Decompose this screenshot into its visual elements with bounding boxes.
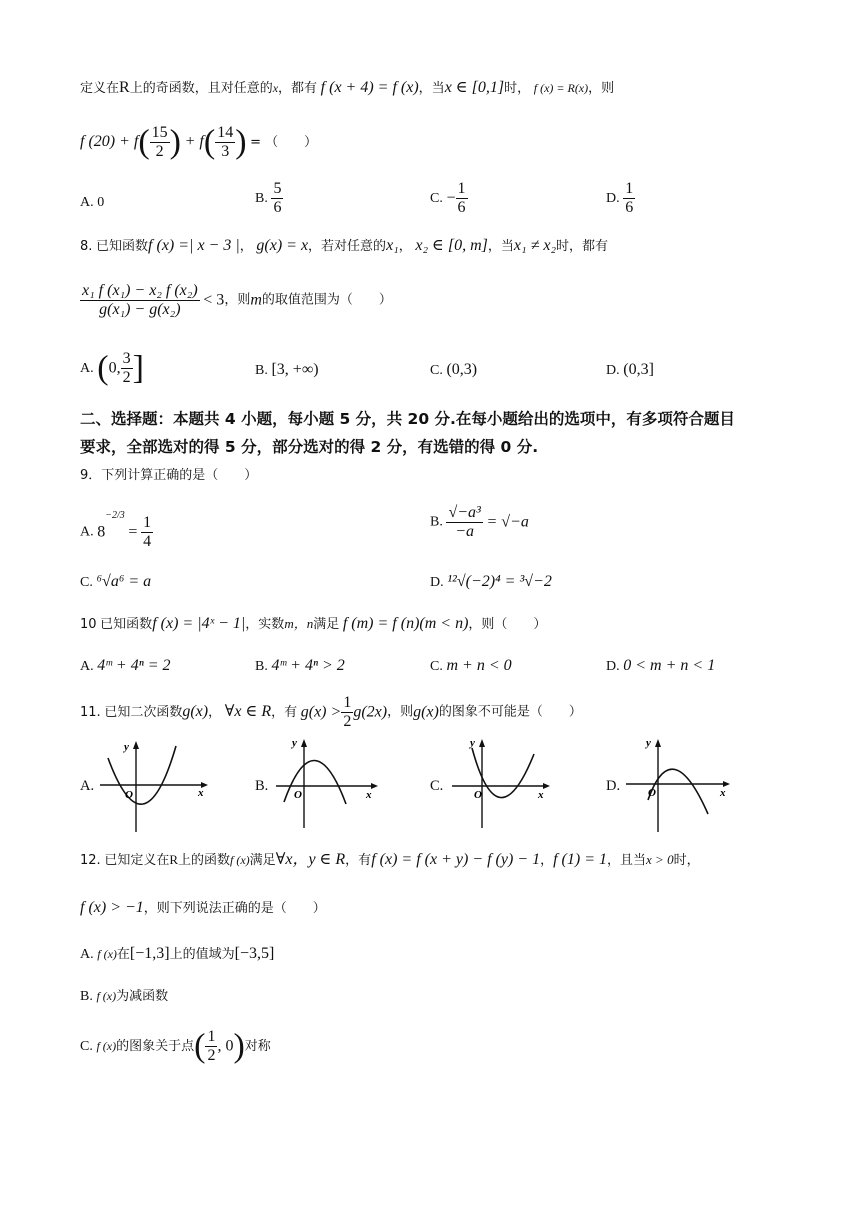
q12-text: 满足 [249,853,276,868]
q8-option-c [430,360,477,381]
q7-var-x: x [272,81,279,95]
option-label: D. [606,363,620,378]
q8-text: ， [398,239,412,254]
frac-den: 6 [457,199,466,216]
option-label: B. [255,190,268,206]
q7-text: ，当 [418,81,445,96]
option-fraction [456,180,468,217]
q12-a-range: [−3,5] [234,945,275,962]
q12-text: 时， [673,853,700,868]
option-value: 4ᵐ + 4ⁿ = 2 [97,657,171,674]
q8-text: 的取值范围为（ ） [261,292,392,308]
q9-d-expr: ¹²√(−2)⁴ = ³√−2 [447,573,552,590]
frac-den: g(x₁) − g(x₂) [99,301,181,318]
q8-text: 时，都有 [556,239,609,254]
q7-periodic-eq: f (x + 4) = f (x) [320,79,419,96]
frac-den: 4 [143,533,152,551]
q11-g: g(x) [413,703,439,721]
q12-a-interval: [−1,3] [129,945,170,962]
q11-ineq: g(x) > [300,703,342,721]
x-axis-label: x [720,787,726,799]
origin-label: O [125,789,133,801]
q7-def-eq: f (x) = R(x) [533,81,589,95]
q12-b-text: 为减函数 [116,989,169,1004]
q9-a-base: 8 [97,523,106,541]
q12-text: ，则下列说法正确的是（ ） [143,901,326,916]
q8-x2-domain: x₂ ∈ [0, m] [415,237,488,254]
q9-a-exponent: −2/3 [105,510,125,521]
option-value: 4ᵐ + 4ⁿ > 2 [271,657,345,674]
option-label: C. [80,1039,93,1054]
section-heading-line1: 二、选择题：本题共 4 小题，每小题 5 分，共 20 分.在每小题给出的选项中，有多项符合题目 [80,410,735,428]
q11-stem-line [80,694,582,731]
q8-option-a: A. (0, $\frac{3}{2}$ ] [80,349,144,387]
q10-f-def: f (x) = |4ˣ − 1| [152,615,246,632]
frac-num: 1 [207,1028,216,1046]
q7-expr-part: + f [184,133,204,150]
q10-vars: m，n [284,616,314,631]
option-label: B. [80,989,93,1004]
q7-option-d [606,180,635,217]
q10-option-c [430,656,512,677]
q12-equation: f (x) = f (x + y) − f (y) − 1 [371,851,541,868]
q12-b-fx: f (x) [96,989,117,1003]
option-fraction [271,180,283,217]
option-label: C. [80,575,93,590]
q11-forall: ∀x ∈ R [224,702,272,720]
q10-option-d [606,656,715,677]
option-label: B. [255,659,268,674]
q7-frac-den: 3 [221,143,230,161]
q12-text: 已知定义在 [104,853,170,868]
q12-f1: f (1) = 1 [553,851,608,868]
q7-option-b [255,180,283,217]
q12-fx: f (x) [230,853,250,867]
q12-condition: f (x) > −1 [80,899,144,916]
option-label: A. [80,361,94,376]
q8-text: ， [239,239,253,254]
q7-frac-num: 15 [151,124,168,142]
option-fraction [623,180,635,217]
option-label: C. [430,659,443,674]
q11-graph-d [624,734,736,834]
q7-text: 定义在 [80,81,120,96]
option-label: D. [606,190,620,206]
q8-option-d [606,360,654,381]
option-value: (0,3) [446,361,478,378]
q7-text: 上的奇函数，且对任意的 [129,81,273,96]
q12-number: 12. [80,853,101,868]
q8-number: 8. [80,239,93,254]
q8-option-b [255,360,319,381]
q7-frac-14-3 [215,124,235,161]
q8-fraction [80,282,200,319]
q7-frac-num: 14 [217,124,234,142]
q12-option-b [80,986,168,1007]
q12-c-fx: f (x) [96,1039,117,1053]
q8-neq: x₁ ≠ x₂ [513,237,557,254]
q12-a-fx: f (x) [97,947,117,961]
q7-domain-cond: x ∈ [0,1] [444,79,505,96]
x-axis-label: x [538,789,544,801]
x-axis-label: x [366,789,372,801]
q11-g: g(x) [182,702,209,720]
q11-graph-label-b: B. [255,778,269,794]
option-value: [3, +∞) [271,361,319,378]
q9-stem: 9．下列计算正确的是（ ） [80,468,258,483]
q7-set-R: R [119,79,130,96]
q12-c-text: 对称 [244,1039,271,1054]
q9-b-fraction [446,504,482,541]
q8-lt-3: < 3 [203,291,225,309]
q8-x1: x₁ [386,237,399,254]
frac-num: 1 [625,180,634,197]
q12-text: ， [540,853,554,868]
q12-c-text: 的图象关于点 [116,1039,195,1054]
frac-num: 1 [343,694,352,711]
q12-c-point: , 0 [217,1037,234,1055]
q10-option-a [80,656,171,677]
q7-option-a [80,192,104,213]
q10-text: ，则（ ） [468,617,547,632]
q9-a-eq: = [128,523,138,541]
q7-expr-part: f (20) + f [80,133,139,150]
q10-text: ，实数 [245,617,285,632]
frac-num: 5 [273,180,282,197]
q10-option-b [255,656,345,677]
q12-forall: ∀x，y ∈ R [275,851,346,868]
q11-text: ， [208,704,222,720]
q10-number: 10 [80,617,97,632]
frac-den: 2 [122,369,131,387]
q10-text: 满足 [313,617,340,632]
q8-inequality [80,282,392,319]
origin-label: O [294,789,302,801]
q11-text: ，则 [387,704,414,720]
option-value: 0, [108,359,121,377]
frac-den: 2 [343,713,352,730]
q7-stem-line [80,78,614,99]
q9-option-d [430,572,552,593]
x-axis-label: x [198,787,204,799]
frac-den: 2 [207,1047,216,1065]
option-fraction [121,350,133,387]
frac-den: 6 [273,199,282,216]
q8-f-def: f (x) =| x − 3 | [148,237,240,254]
option-label: C. [430,363,443,378]
q9-b-rhs: = √−a [486,513,529,531]
option-label: C. [430,190,443,206]
q7-expression: f (20) + f( $\frac{15}{2}$ ) + f( $\frac{14}{3}$ ) = （ ） [80,123,318,161]
q11-half [341,694,353,731]
q10-stem-line [80,614,546,635]
q11-graph-label-d: D. [606,778,621,794]
q9-option-b [430,504,529,541]
q11-text: 已知二次函数 [104,704,183,720]
q7-text: ，都有 [278,81,318,96]
q12-stem-line2 [80,898,326,919]
q7-frac-den: 2 [155,143,164,161]
section-heading-line2: 要求，全部选对的得 5 分，部分选对的得 2 分，有选错的得 0 分. [80,438,539,456]
frac-num: x₁ f (x₁) − x₂ f (x₂) [82,282,198,299]
option-value: (0,3] [623,361,654,378]
option-label: A. [80,195,94,210]
q7-text: ，则 [588,81,615,96]
q11-graph-b [274,734,386,830]
q12-text: ，有 [345,853,372,868]
option-value: 0 [97,195,105,210]
q10-text: 已知函数 [100,617,153,632]
q8-text: ，则 [224,292,251,308]
q9-c-expr: ⁶√a⁶ = a [96,573,152,590]
q12-text: ，且当 [607,853,647,868]
frac-den: 6 [625,199,634,216]
q8-stem-line [80,236,608,257]
y-axis-label: y [124,741,129,753]
y-axis-label: y [470,737,475,749]
q8-text: 已知函数 [96,239,149,254]
option-label: A. [80,524,94,540]
option-label: A. [80,947,94,962]
option-label: D. [606,659,620,674]
y-axis-label: y [292,737,297,749]
frac-num: 1 [457,180,466,197]
frac-num: 1 [143,514,152,532]
q9-a-fraction [141,514,153,551]
q9-option-a [80,506,153,551]
q12-option-c: C. f (x)的图象关于点( $\frac{1}{2}$ , 0)对称 [80,1027,271,1065]
q7-text: 时， [504,81,531,96]
frac-den: −a [455,523,475,540]
q12-stem-line [80,850,700,871]
q11-ineq: g(2x) [353,703,388,721]
q11-graph-label-c: C. [430,778,444,794]
q7-expr-end: = （ ） [250,135,318,150]
q11-graph-c [450,734,562,830]
q11-graph-label-a: A. [80,778,95,794]
origin-label: O [648,787,656,799]
q12-text: 上的函数 [178,853,231,868]
q10-condition: f (m) = f (n)(m < n) [342,615,469,632]
origin-label: O [474,789,482,801]
q8-var-m: m [250,291,262,309]
option-sign: − [446,189,456,207]
q9-option-c [80,572,151,593]
option-label: D. [430,575,444,590]
q12-x-positive: x > 0 [646,852,674,867]
option-label: B. [255,363,268,378]
option-label: A. [80,659,94,674]
q12-set-R: R [169,852,178,867]
frac-num: 3 [122,350,131,368]
q11-text: ，有 [271,704,298,720]
y-axis-label: y [646,737,651,749]
q11-text: 的图象不可能是（ ） [438,704,582,720]
q11-number: 11. [80,704,101,720]
option-value: m + n < 0 [446,657,512,674]
q7-frac-15-2 [150,124,170,161]
q12-a-text: 在 [116,947,130,962]
q12-a-text: 上的值域为 [169,947,235,962]
q12-c-fraction [205,1028,217,1065]
frac-num: √−a³ [448,504,481,521]
q8-text: ，若对任意的 [308,239,387,254]
option-value: 0 < m + n < 1 [623,657,716,674]
q11-graph-a [98,738,210,834]
option-label: B. [430,514,443,530]
q8-text: ，当 [487,239,514,254]
q12-option-a [80,944,274,965]
q7-option-c [430,180,468,217]
q8-g-def: g(x) = x [256,237,309,254]
